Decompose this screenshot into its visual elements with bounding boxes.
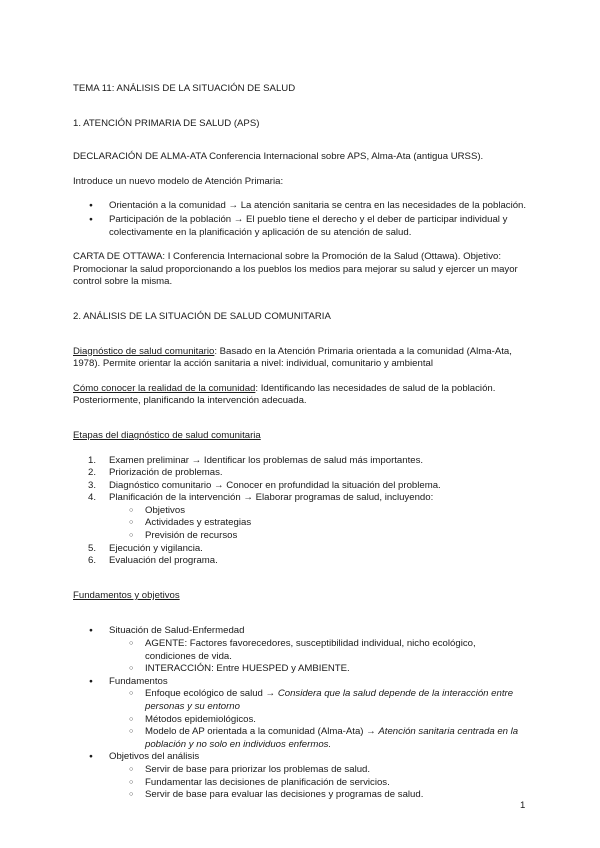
list-item-text: Ejecución y vigilancia. <box>109 542 203 554</box>
sub-list-item: ○ Objetivos <box>73 505 528 518</box>
etapas-list <box>73 455 528 568</box>
list-item <box>73 543 528 556</box>
item-lead: Enfoque ecológico de salud → <box>145 688 278 700</box>
como-conocer-text: : Identificando las necesidades de salud de la población. Posteriormente, planificando la intervención adecuada. <box>73 382 496 407</box>
sub-list-item: ○ Servir de base para evaluar las decisiones y programas de salud. <box>73 789 528 802</box>
document-title: TEMA 11: ANÁLISIS DE LA SITUACIÓN DE SALUD <box>73 83 296 94</box>
sub-list-item: ○ Servir de base para priorizar los problemas de salud. <box>73 764 528 777</box>
sub-list-item: ○ AGENTE: Factores favorecedores, susceptibilidad individual, nicho ecológico, condiciones de vida. <box>73 638 528 663</box>
diagnostico-paragraph <box>73 346 528 371</box>
item-italic: Atención sanitaria centrada en la población y no solo en individuos enfermos. <box>145 726 519 750</box>
diagnostico-text: : Basado en la Atención Primaria orientada a la comunidad (Alma-Ata, 1978). Permite orientar la acción sanitaria a nivel: individual, comunitario y ambiental <box>73 345 512 370</box>
sub-list-item: ○ Previsión de recursos <box>73 530 528 543</box>
section-2-heading: 2. ANÁLISIS DE LA SITUACIÓN DE SALUD COMUNITARIA <box>73 310 331 322</box>
sub-list-item: ○ Métodos epidemiológicos. <box>73 714 528 727</box>
ottawa-paragraph: CARTA DE OTTAWA: I Conferencia Internacional sobre la Promoción de la Salud (Ottawa). Objetivo: Promocionar la salud proporcionando a los pueblos los medios para mejorar su salud y ejercer un mayor control sobre la misma. <box>73 251 518 288</box>
list-item <box>73 455 528 468</box>
sub-list-item: ○ Fundamentar las decisiones de planificación de servicios. <box>73 777 528 790</box>
fundamentos-item: ● Fundamentos <box>73 676 528 689</box>
sub-list-item <box>73 726 528 751</box>
item-lead: Modelo de AP orientada a la comunidad (Alma-Ata) → <box>145 726 379 738</box>
list-item: ● Orientación a la comunidad → La atención sanitaria se centra en las necesidades de la población. <box>73 200 528 213</box>
list-item-text: Evaluación del programa. <box>109 555 218 567</box>
fundamentos-list <box>73 625 528 801</box>
list-item-text: Diagnóstico comunitario → Conocer en profundidad la situación del problema. <box>109 479 441 491</box>
item-italic: Considera que la salud depende de la interacción entre personas y su entorno <box>145 688 514 712</box>
list-item <box>73 480 528 493</box>
list-number: 3. <box>88 479 97 491</box>
page-number: 1 <box>520 800 526 811</box>
sub-list-item: ○ INTERACCIÓN: Entre HUESPED y AMBIENTE. <box>73 663 528 676</box>
list-number: 4. <box>88 492 97 504</box>
section-1-heading: 1. ATENCIÓN PRIMARIA DE SALUD (APS) <box>73 117 260 129</box>
list-item-text: Planificación de la intervención → Elaborar programas de salud, incluyendo: <box>109 492 434 504</box>
como-conocer-paragraph <box>73 383 528 408</box>
list-item <box>73 467 528 480</box>
diagnostico-term: Diagnóstico de salud comunitario <box>73 345 215 357</box>
document-body <box>73 83 528 802</box>
list-number: 2. <box>88 467 97 479</box>
list-number: 5. <box>88 542 97 554</box>
list-number: 1. <box>88 454 97 466</box>
sub-list-item: ○ Actividades y estrategias <box>73 517 528 530</box>
aps-bullet-list <box>73 200 528 239</box>
list-item: ● Participación de la población → El pueblo tiene el derecho y el deber de participar individual y colectivamente en la planificación y aplicación de su atención de salud. <box>73 214 528 239</box>
list-number: 6. <box>88 555 97 567</box>
alma-ata-paragraph: DECLARACIÓN DE ALMA-ATA Conferencia Internacional sobre APS, Alma-Ata (antigua URSS). <box>73 151 484 163</box>
etapas-heading: Etapas del diagnóstico de salud comunitaria <box>73 429 261 441</box>
objetivos-item: ● Objetivos del análisis <box>73 751 528 764</box>
sub-list-item <box>73 688 528 713</box>
list-item-text: Examen preliminar → Identificar los problemas de salud más importantes. <box>109 454 424 466</box>
list-item <box>73 492 528 505</box>
fundamentos-heading: Fundamentos y objetivos <box>73 589 180 601</box>
como-conocer-term: Cómo conocer la realidad de la comunidad <box>73 382 256 394</box>
intro-paragraph: Introduce un nuevo modelo de Atención Primaria: <box>73 175 284 187</box>
list-item-text: Priorización de problemas. <box>109 467 223 479</box>
list-item <box>73 555 528 568</box>
situacion-item: ● Situación de Salud-Enfermedad <box>73 625 528 638</box>
